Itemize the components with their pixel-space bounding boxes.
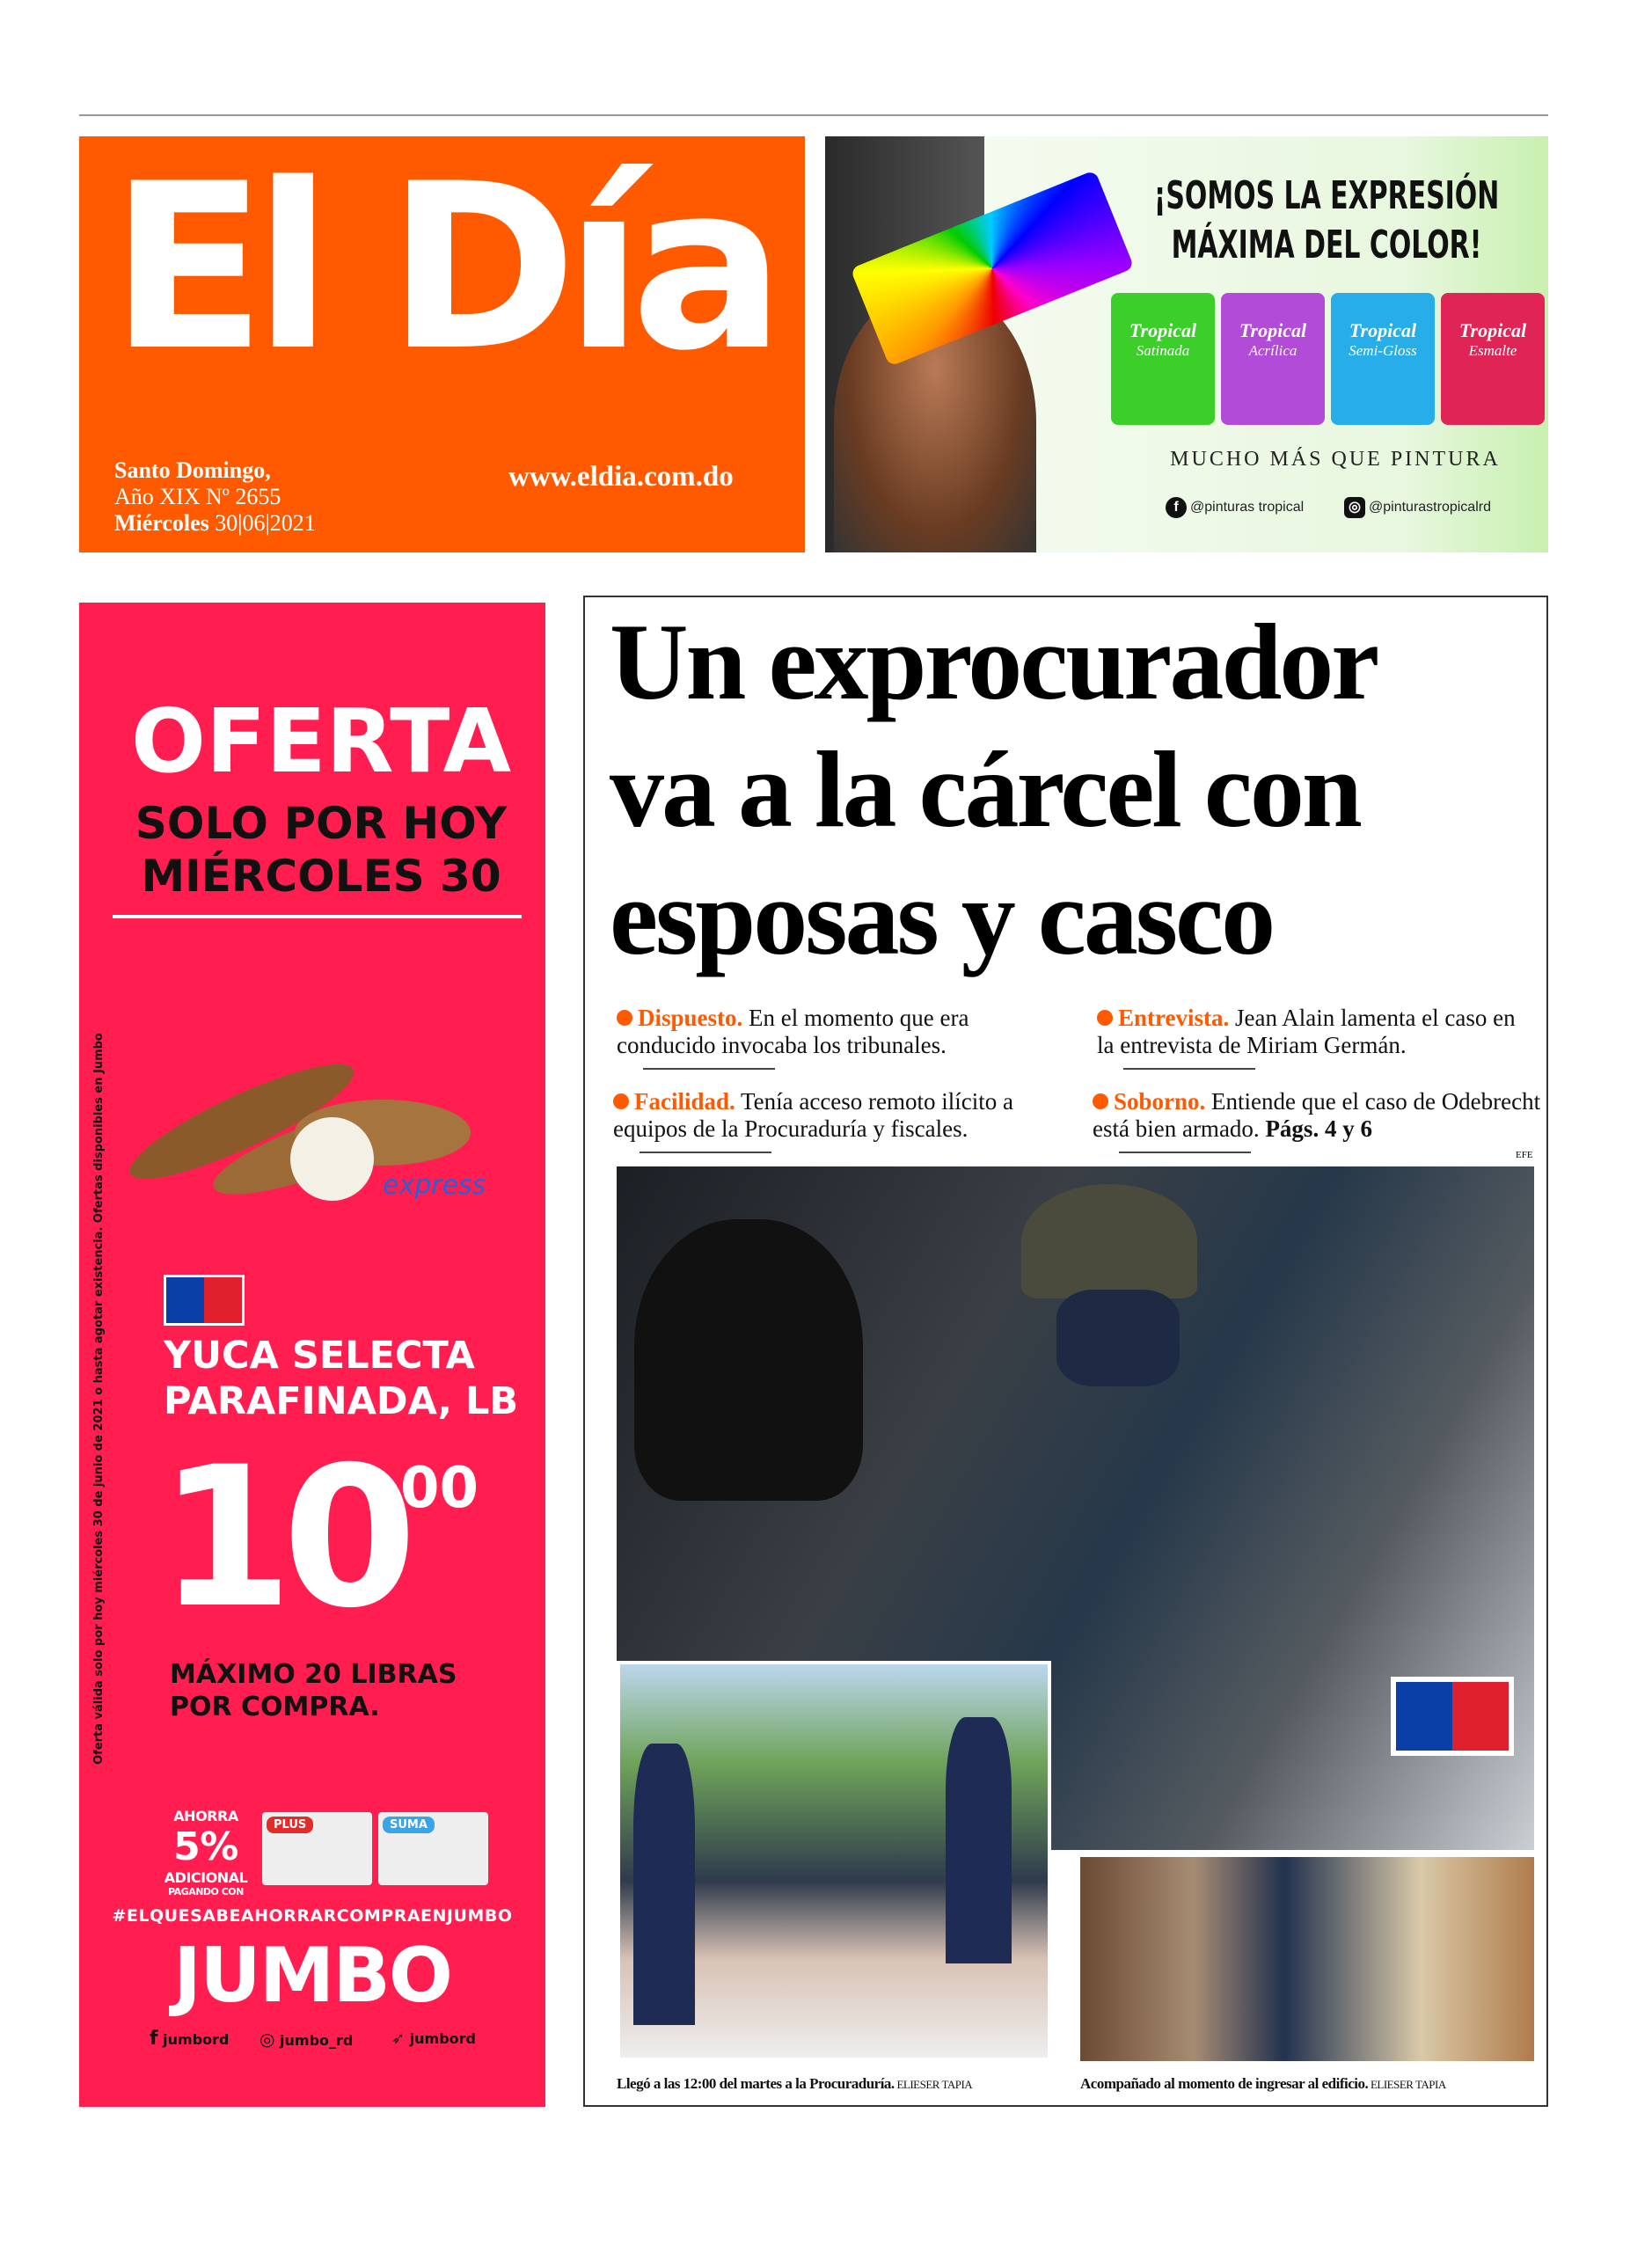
headline-line-1: Un exprocurador: [610, 602, 1378, 722]
lead-story: [583, 596, 1548, 2107]
top-rule: [79, 114, 1548, 116]
tropical-paint-ad[interactable]: [825, 136, 1548, 552]
ad-headline: ¡SOMOS LA EXPRESIÓN MÁXIMA DEL COLOR!: [1153, 173, 1500, 267]
paint-can: Tropical Acrílica: [1221, 293, 1325, 425]
issue-date: Miércoles 30|06|2021: [114, 510, 316, 536]
paint-can: Tropical Semi-Gloss: [1331, 293, 1435, 425]
facebook-icon: f: [150, 2028, 158, 2050]
caption-entrance: Acompañado al momento de ingresar al edificio. ELIESER TAPIA: [1080, 2075, 1446, 2092]
instagram-icon: ◎: [259, 2029, 275, 2050]
bullet-soborno: Soborno. Entiende que el caso de Odebrecht está bien armado. Págs. 4 y 6: [1093, 1088, 1541, 1143]
instagram-handle: ◎ @pinturastropicalrd: [1344, 497, 1491, 518]
photo-credit: EFE: [1516, 1150, 1533, 1160]
plus-card: PLUS: [262, 1812, 372, 1885]
jumbo-facebook: f jumbord: [150, 2028, 230, 2050]
price: 10: [158, 1425, 407, 1650]
twitter-icon: ➶: [391, 2029, 406, 2048]
arrival-photo: [617, 1661, 1051, 2061]
newspaper-logo: El Día: [110, 135, 773, 401]
instagram-icon: ◎: [1344, 497, 1365, 518]
product-name: YUCA SELECTA PARAFINADA, LB: [164, 1334, 519, 1423]
price-cents: 00: [400, 1456, 479, 1521]
yuca-image: [119, 1060, 497, 1218]
offer-sub2: MIÉRCOLES 30: [141, 851, 501, 902]
website-link[interactable]: www.eldia.com.do: [508, 461, 734, 493]
headline-line-2: va a la cárcel con: [610, 729, 1360, 850]
dominican-flag-icon: [164, 1275, 245, 1326]
bullet-facilidad: Facilidad. Tenía acceso remoto ilícito a equipos de la Procuraduría y fiscales.: [613, 1088, 1053, 1143]
jumbo-twitter: ➶ jumbord: [391, 2029, 477, 2048]
offer-title: OFERTA: [131, 690, 511, 793]
city: Santo Domingo,: [114, 457, 271, 483]
jumbo-logo: JUMBO: [172, 1932, 452, 2020]
headline-line-3: esposas y casco: [610, 857, 1274, 977]
entrance-photo: [1080, 1857, 1534, 2061]
edition-info: [114, 457, 316, 537]
facebook-icon: f: [1166, 497, 1187, 518]
paint-can: Tropical Esmalte: [1441, 293, 1545, 425]
caption-arrival: Llegó a las 12:00 del martes a la Procuraduría. ELIESER TAPIA: [617, 2075, 973, 2092]
jumbo-instagram: ◎ jumbo_rd: [259, 2029, 354, 2050]
edition-number: Año XIX Nº 2655: [114, 484, 281, 509]
page-reference: Págs. 4 y 6: [1265, 1115, 1372, 1142]
divider: [113, 915, 522, 918]
savings-badge: AHORRA 5% ADICIONAL PAGANDO CON: [164, 1808, 248, 1897]
offer-sub1: SOLO POR HOY: [135, 798, 508, 849]
facebook-handle: f @pinturas tropical: [1166, 497, 1304, 518]
express-logo: express: [383, 1170, 486, 1201]
paint-can: Tropical Satinada: [1111, 293, 1215, 425]
jumbo-ad[interactable]: [79, 603, 545, 2107]
masthead: [79, 136, 805, 552]
ad-tagline: MUCHO MÁS QUE PINTURA: [1170, 448, 1501, 471]
bullet-dispuesto: Dispuesto. En el momento que era conducido invocaba los tribunales.: [617, 1005, 1056, 1059]
purchase-limit: MÁXIMO 20 LIBRAS POR COMPRA.: [170, 1659, 457, 1722]
hashtag: #ELQUESABEAHORRARCOMPRAENJUMBO: [112, 1906, 513, 1926]
offer-disclaimer: Oferta válida solo por hoy miércoles 30 de junio de 2021 o hasta agotar existencia. Ofertas disponibles en Jumbo: [92, 1033, 106, 1765]
suma-card: SUMA: [378, 1812, 488, 1885]
bullet-entrevista: Entrevista. Jean Alain lamenta el caso en la entrevista de Miriam Germán.: [1097, 1005, 1537, 1059]
